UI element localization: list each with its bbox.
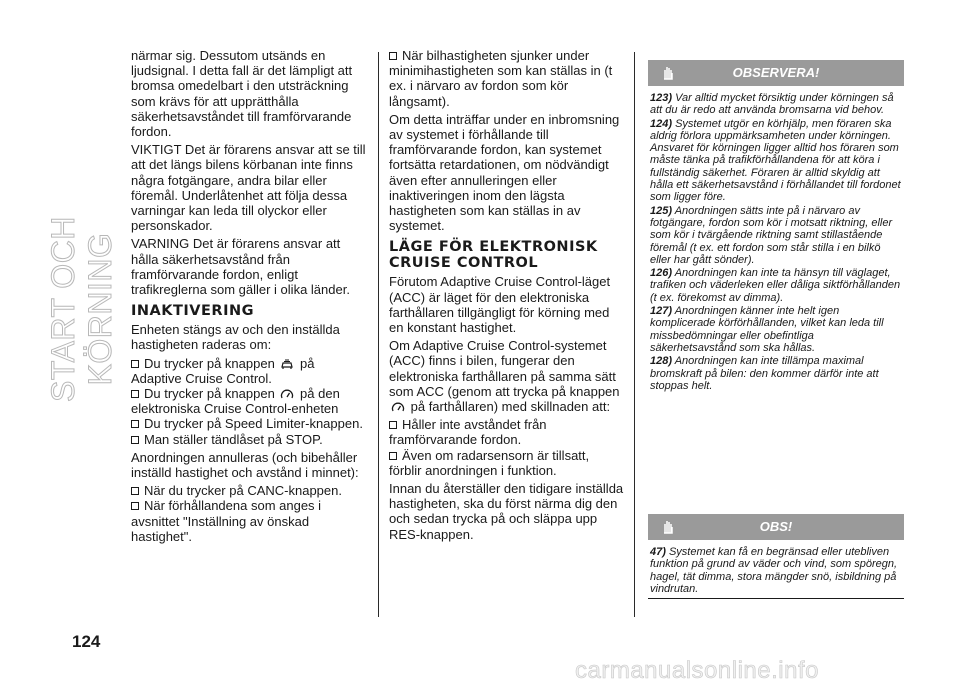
note-text: Var alltid mycket försiktig under körningen så att du är redo att använda bromsarna vid behov. [650, 92, 894, 117]
column-divider-left [378, 52, 379, 617]
note-box-body [648, 540, 904, 599]
paragraph-text: Om Adaptive Cruise Control-systemet (ACC) finns i bilen, fungerar den elektroniska farthållaren på samma sätt som ACC (genom att trycka på knappen [389, 338, 620, 399]
list-item [389, 417, 624, 447]
paragraph-text: på farthållaren) med skillnaden att: [410, 399, 611, 415]
paragraph: Förutom Adaptive Cruise Control-läget (ACC) är läget för den elektroniska farthållaren tillgängligt för körning med en konstant hastighet. [389, 274, 611, 336]
note-number: 125) [650, 204, 673, 217]
warning-box-header [648, 60, 904, 86]
page-number: 124 [72, 632, 101, 651]
note-item [650, 355, 902, 392]
bullet-icon [131, 390, 139, 398]
note-text: Systemet kan få en begränsad eller utebliven funktion på grund av väder och vind, som spöregn, hagel, tät dimma, stora mängder snö, isbildning på vindrutan. [650, 546, 898, 595]
note-item [650, 305, 902, 354]
warning-box-title: OBSERVERA! [732, 65, 820, 80]
bullet-icon [131, 436, 139, 444]
bullet-icon [131, 487, 139, 495]
note-number: 123) [650, 92, 673, 104]
note-number: 127) [650, 305, 673, 318]
list-item [131, 483, 366, 498]
watermark-logo: carmanualsonline.info [575, 657, 819, 684]
car-distance-icon [280, 359, 294, 370]
paragraph: Innan du återställer den tidigare inställda hastigheten, ska du först närma dig den och sedan trycka på och släppa upp RES-knappen. [389, 481, 624, 542]
text-column-2 [389, 48, 624, 545]
hand-note-icon [660, 518, 676, 534]
section-heading-deactivation: INAKTIVERING [131, 303, 254, 320]
paragraph: närmar sig. Dessutom utsänds en ljudsignal. I detta fall är det lämpligt att bromsa omedelbart i den utsträckning som krävs för att upprätthålla säkerhetsavståndet till framförvarande fordon. [131, 48, 353, 140]
list-item-text: När förhållandena som anges i avsnittet "Inställning av önskad hastighet". [131, 498, 322, 544]
note-item [650, 118, 902, 204]
list-item-text: När du trycker på CANC-knappen. [144, 483, 342, 499]
note-box [648, 514, 904, 599]
paragraph-warning: VARNING Det är förarens ansvar att hålla säkerhetsavstånd från framförvarande fordon, enligt trafikreglerna som gäller i olika länder. [131, 236, 350, 298]
note-text: Anordningen känner inte helt igen komplicerade körförhållanden, vilket kan leda till missbedömningar eller obefintliga säkerhetsavstånd som ska hållas. [650, 305, 884, 354]
list-item [131, 356, 366, 386]
paragraph-important: VIKTIGT Det är förarens ansvar att se till att det längs bilens körbanan inte finns några fotgängare, andra bilar eller föremål. Underlåtenhet att följa dessa varningar kan leda till olyckor eller personskador. [131, 142, 366, 234]
list-item-text: Du trycker på knappen [144, 355, 275, 371]
list-item [131, 386, 366, 416]
note-box-title: OBS! [759, 519, 793, 534]
note-item [650, 546, 902, 595]
note-number: 47) [650, 546, 666, 558]
warning-box-body [648, 86, 904, 392]
note-item [650, 92, 902, 117]
list-item-text: Du trycker på knappen [144, 386, 275, 402]
note-item [650, 267, 902, 304]
bullet-icon [131, 502, 139, 510]
note-text: Anordningen kan inte tillämpa maximal bromskraft på bilen: den kommer därför inte att stoppas helt. [650, 355, 879, 392]
bullet-icon [131, 420, 139, 428]
list-item [131, 432, 366, 447]
column-divider-right [634, 52, 635, 617]
speedometer-icon [391, 402, 405, 413]
paragraph: Enheten stängs av och den inställda hastigheten raderas om: [131, 322, 340, 353]
list-item [131, 498, 366, 544]
list-item [389, 448, 624, 478]
speedometer-icon [280, 389, 294, 400]
list-item-text: Även om radarsensorn är tillsatt, förblir anordningen i funktion. [389, 447, 590, 478]
note-box-header [648, 514, 904, 540]
list-item-text: Man ställer tändlåset på STOP. [144, 431, 323, 447]
bullet-icon [389, 52, 397, 60]
text-column-1 [131, 48, 366, 544]
list-item [389, 48, 624, 109]
note-number: 128) [650, 355, 673, 368]
list-item-text: på den elektroniska Cruise Control-enheten [131, 386, 340, 417]
note-text: Anordningen sätts inte på i närvaro av fotgängare, fordon som kör i motsatt riktning, eller som kör i tvärgående riktning samt stillastående föremål (t ex. ett fordon som står stilla i en bilkö eller har gått sönder). [650, 204, 893, 266]
note-text: Anordningen kan inte ta hänsyn till väglaget, trafiken och väderleken eller dåliga siktförhållanden (t ex. förekomst av dimma). [650, 267, 901, 304]
list-item [131, 416, 366, 431]
note-number: 124) [650, 117, 673, 130]
paragraph: Om detta inträffar under en inbromsning av systemet i förhållande till framförvarande fordon, kan systemet fortsätta retardationen, om nödvändigt även efter annulleringen eller inaktiveringen inom den lägsta hastigheten som kan ställas in av systemet. [389, 111, 620, 234]
list-item-text: på Adaptive Cruise Control. [131, 355, 315, 386]
note-number: 126) [650, 267, 673, 280]
bullet-icon [389, 421, 397, 429]
list-item-text: Du trycker på Speed Limiter-knappen. [144, 416, 363, 432]
list-item-text: Håller inte avståndet från framförvarande fordon. [389, 417, 547, 448]
section-heading-cruise-control: LÄGE FÖR ELEKTRONISK CRUISE CONTROL [389, 239, 598, 272]
chapter-title-text: START OCH KÖRNING [45, 216, 118, 402]
note-text: Systemet utgör en körhjälp, men föraren ska aldrig förlora uppmärksamheten under körningen. Ansvaret för körningen ligger alltid hos föraren som måste tänka på trafikförhållandena för att köra i fullständig säkerhet. Föraren är alltid skyldig att hålla ett säkerhetsavstånd i förhållandet till fordonet som ligger före. [650, 117, 901, 204]
warning-box [648, 60, 904, 393]
bullet-icon [389, 452, 397, 460]
note-item [650, 205, 902, 266]
list-item-text: När bilhastigheten sjunker under minimihastigheten som kan ställas in (t ex. i närvaro av fordon som kör långsamt). [389, 48, 613, 109]
paragraph: Anordningen annulleras (och bibehåller inställd hastighet och avstånd i minnet): [131, 449, 359, 481]
paragraph [389, 338, 624, 414]
bullet-icon [131, 360, 139, 368]
hand-warning-icon [660, 64, 676, 80]
